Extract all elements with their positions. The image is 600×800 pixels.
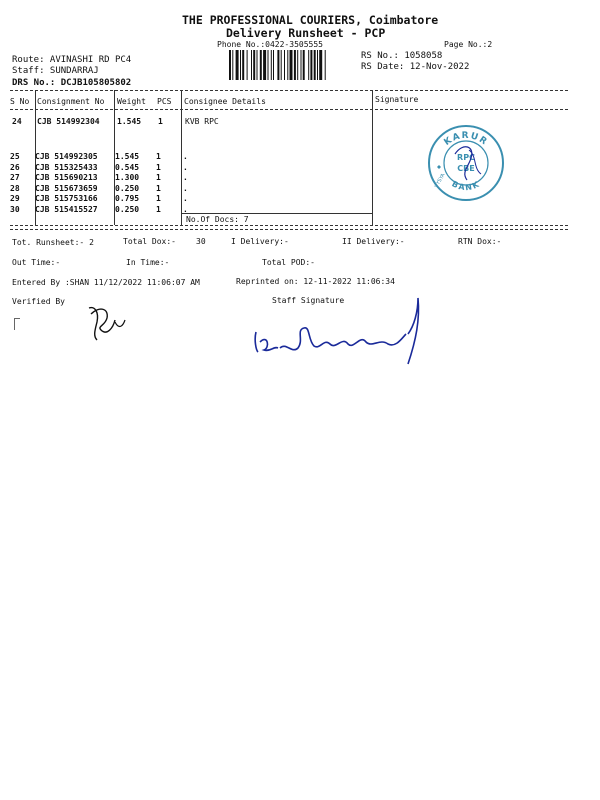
page-number: Page No.:2 [444, 40, 493, 49]
out-time: Out Time:- [12, 258, 61, 267]
row-consignee: . [183, 204, 188, 214]
table-row [10, 194, 188, 205]
reprinted-on: Reprinted on: 12-11-2022 11:06:34 [236, 277, 395, 286]
route-label: Route: AVINASHI RD PC4 [12, 55, 132, 65]
scan-mark [14, 318, 15, 330]
row-pcs: 1 [156, 204, 161, 214]
stamp-bottom-text: BANK [450, 179, 482, 193]
rs-date: RS Date: 12-Nov-2022 [361, 62, 470, 72]
row-weight: 0.250 [115, 204, 140, 214]
row-sno: 25 [10, 152, 20, 161]
tot-runsheet: Tot. Runsheet:- 2 [12, 238, 94, 247]
staff-signature [248, 290, 433, 370]
barcode [229, 50, 357, 80]
staff-label: Staff: SUNDARRAJ [12, 66, 99, 76]
row-pcs: 1 [156, 152, 161, 161]
table-bottom-rule [10, 225, 568, 226]
table-row [10, 173, 188, 184]
consignment-table [10, 152, 188, 215]
row-consignment: CJB 515325433 [35, 162, 98, 172]
row-weight: 1.545 [117, 117, 142, 126]
svg-text:BANK [450, 179, 481, 192]
row-weight: 0.545 [115, 162, 140, 172]
row-weight: 0.250 [115, 183, 140, 193]
table-row [10, 152, 188, 163]
row-consignment: CJB 515415527 [35, 204, 98, 214]
row-sno: 30 [10, 204, 20, 214]
total-pod: Total POD:- [262, 258, 315, 267]
row-consignee: . [183, 173, 188, 182]
row-consignee: . [183, 183, 188, 193]
document-title: Delivery Runsheet - PCP [226, 26, 386, 40]
row-consignment: CJB 514992305 [35, 152, 98, 161]
row-pcs: 1 [158, 117, 163, 126]
svg-text:KARUR [442, 131, 489, 148]
star-icon [437, 165, 441, 169]
header-signature: Signature [375, 95, 419, 104]
header-consignment: Consignment No [37, 97, 105, 106]
row-pcs: 1 [156, 173, 161, 182]
row-consignee: . [183, 162, 188, 172]
scan-mark [14, 318, 20, 319]
stamp-top-text: KARUR [442, 130, 490, 148]
in-time: In Time:- [126, 258, 170, 267]
no-of-docs: No.Of Docs: 7 [186, 215, 249, 224]
table-row [10, 184, 188, 195]
row-sno: 28 [10, 183, 20, 193]
row-consignee: . [183, 152, 188, 161]
row-sno: 27 [10, 173, 20, 182]
stamp-middle-1: RPC [457, 153, 475, 162]
header-pcs: PCS [157, 97, 172, 106]
ii-delivery: II Delivery:- [342, 237, 405, 246]
verified-by-label: Verified By [12, 297, 65, 306]
table-top-rule [10, 90, 568, 91]
total-dox-value: 30 [196, 237, 206, 246]
row-pcs: 1 [156, 162, 161, 172]
rtn-dox: RTN Dox:- [458, 237, 502, 246]
table-header-rule [10, 109, 568, 110]
entered-by: Entered By :SHAN 11/12/2022 11:06:07 AM [12, 278, 200, 287]
stamp-left-text: VYSYA [433, 172, 447, 189]
header-consignee: Consignee Details [184, 97, 266, 106]
row-consignee: . [183, 194, 188, 203]
row-consignment: CJB 514992304 [37, 117, 100, 126]
table-row [10, 163, 188, 174]
row-pcs: 1 [156, 194, 161, 203]
row-consignee: KVB RPC [185, 117, 219, 126]
company-name: THE PROFESSIONAL COURIERS, Coimbatore [182, 13, 439, 27]
drs-number: DRS No.: DCJB105805802 [12, 78, 132, 88]
row-consignment: CJB 515690213 [35, 173, 98, 182]
docs-rule [182, 213, 372, 214]
row-consignment: CJB 515673659 [35, 183, 98, 193]
row-pcs: 1 [156, 183, 161, 193]
row-weight: 0.795 [115, 194, 140, 203]
verifier-signature [85, 300, 135, 345]
row-weight: 1.545 [115, 152, 140, 161]
header-sno: S No [10, 97, 30, 106]
totals-rule [10, 229, 568, 230]
rs-number: RS No.: 1058058 [361, 51, 443, 61]
row-sno: 29 [10, 194, 20, 203]
phone-number: Phone No.:0422-3505555 [217, 40, 323, 49]
header-weight: Weight [117, 97, 146, 106]
i-delivery: I Delivery:- [231, 237, 289, 246]
col-divider-consignee [372, 90, 373, 225]
row-consignment: CJB 515753166 [35, 194, 98, 203]
stamp-middle-2: CBE [457, 164, 475, 173]
row-sno: 26 [10, 162, 20, 172]
staff-signature-label: Staff Signature [272, 296, 345, 305]
table-row [10, 205, 188, 216]
row-sno: 24 [12, 117, 22, 126]
bank-stamp [425, 122, 507, 204]
total-dox-label: Total Dox:- [123, 237, 176, 246]
row-weight: 1.300 [115, 173, 140, 182]
